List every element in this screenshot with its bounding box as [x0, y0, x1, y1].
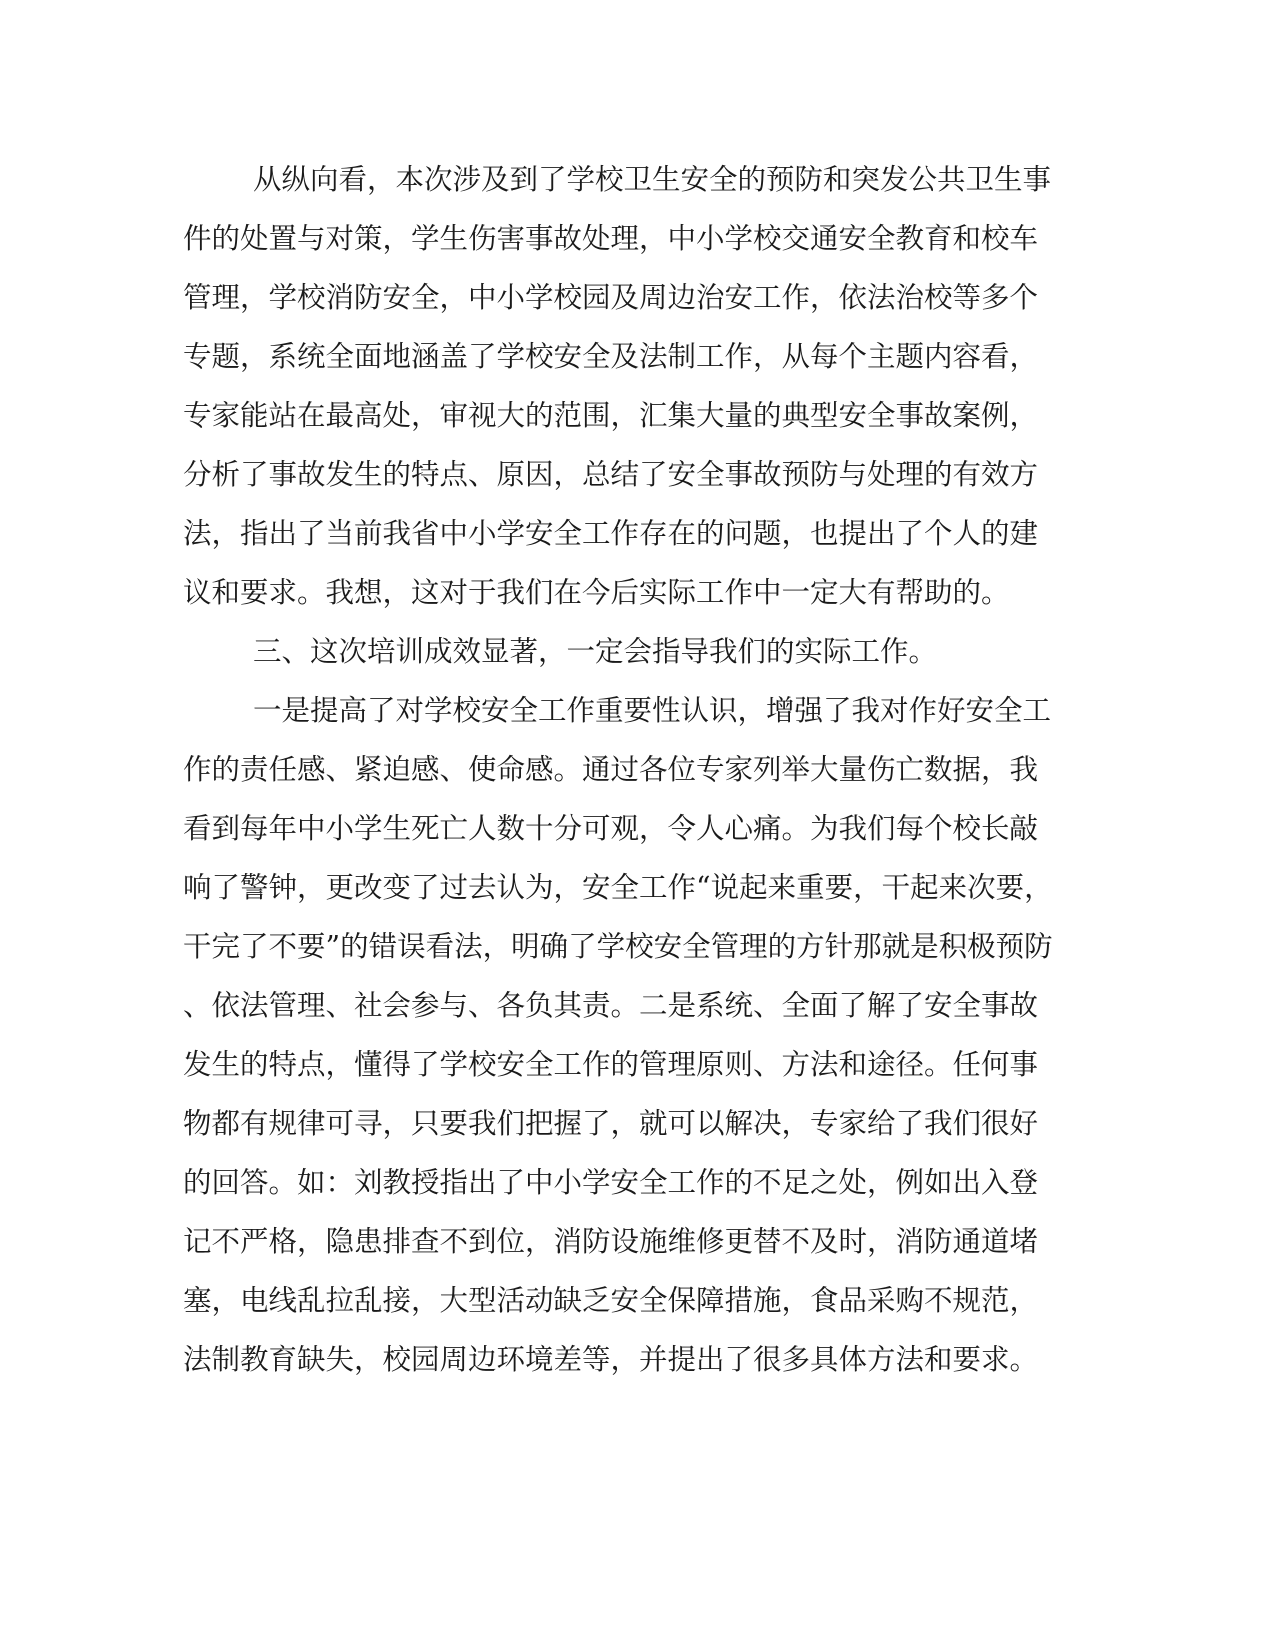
text-line: 塞，电线乱拉乱接，大型活动缺乏安全保障措施，食品采购不规范，: [183, 1284, 1039, 1317]
text-line: 发生的特点，懂得了学校安全工作的管理原则、方法和途径。任何事: [183, 1048, 1039, 1081]
text-line: 法制教育缺失，校园周边环境差等，并提出了很多具体方法和要求。: [183, 1343, 1039, 1376]
text-line: 干完了不要”的错误看法，明确了学校安全管理的方针那就是积极预防: [183, 930, 1053, 963]
text-line: 从纵向看，本次涉及到了学校卫生安全的预防和突发公共卫生事: [253, 163, 1052, 196]
text-line: 、依法管理、社会参与、各负其责。二是系统、全面了解了安全事故: [183, 989, 1039, 1022]
text-line: 专题，系统全面地涵盖了学校安全及法制工作，从每个主题内容看，: [183, 340, 1039, 373]
text-line: 响了警钟，更改变了过去认为，安全工作“说起来重要，干起来次要，: [183, 871, 1053, 904]
text-line: 的回答。如：刘教授指出了中小学安全工作的不足之处，例如出入登: [183, 1166, 1039, 1199]
text-line: 作的责任感、紧迫感、使命感。通过各位专家列举大量伤亡数据，我: [183, 753, 1039, 786]
text-line: 法，指出了当前我省中小学安全工作存在的问题，也提出了个人的建: [183, 517, 1039, 550]
text-line: 管理，学校消防安全，中小学校园及周边治安工作，依法治校等多个: [183, 281, 1039, 314]
text-line: 专家能站在最高处，审视大的范围，汇集大量的典型安全事故案例，: [183, 399, 1039, 432]
text-line: 看到每年中小学生死亡人数十分可观，令人心痛。为我们每个校长敲: [183, 812, 1039, 845]
text-line: 分析了事故发生的特点、原因，总结了安全事故预防与处理的有效方: [183, 458, 1039, 491]
section-heading: 三、这次培训成效显著，一定会指导我们的实际工作。: [253, 635, 938, 668]
text-line: 记不严格，隐患排查不到位，消防设施维修更替不及时，消防通道堵: [183, 1225, 1039, 1258]
text-line: 件的处置与对策，学生伤害事故处理，中小学校交通安全教育和校车: [183, 222, 1039, 255]
text-line: 物都有规律可寻，只要我们把握了，就可以解决，专家给了我们很好: [183, 1107, 1039, 1140]
text-line: 议和要求。我想，这对于我们在今后实际工作中一定大有帮助的。: [183, 576, 1010, 609]
text-line: 一是提高了对学校安全工作重要性认识，增强了我对作好安全工: [253, 694, 1052, 727]
